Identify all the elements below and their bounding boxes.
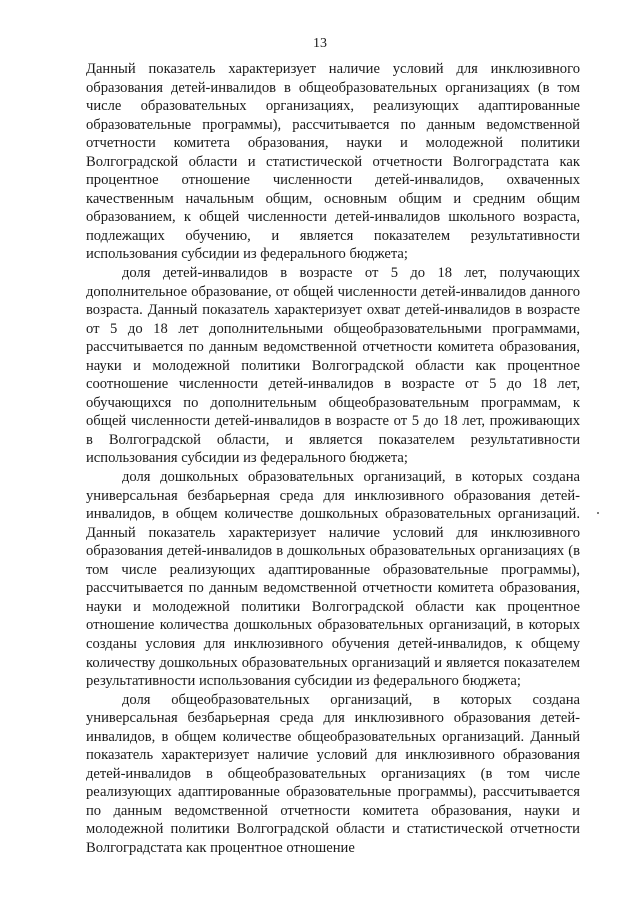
scan-speck (597, 512, 599, 514)
paragraph-general-education-organizations: доля общеобразовательных организаций, в которых создана универсальная безбарьерная среда для инклюзивного образования детей-инвалидов, в общем количестве общеобразовательных организаций. Данный показатель характеризует наличие условий для инклюзивного образования детей-инвалидов в общеобразовательных организациях (в том числе реализующих адаптированные образовательные программы), рассчитывается по данным ведомственной отчетности комитета образования, науки и молодежной политики Волгоградской области и статистической отчетности Волгоградстата как процентное отношение (86, 691, 580, 856)
paragraph-children-additional-education: доля детей-инвалидов в возрасте от 5 до 18 лет, получающих дополнительное образование, от общей численности детей-инвалидов данного возраста. Данный показатель характеризует охват детей-инвалидов в возрасте от 5 до 18 лет дополнительными общеобразовательными программами, рассчитывается по данным ведомственной отчетности комитета образования, науки и молодежной политики Волгоградской области как процентное соотношение численности детей-инвалидов в возрасте от 5 до 18 лет, обучающихся по дополнительным общеобразовательным программам, к общей численности детей-инвалидов в возрасте от 5 до 18 лет, проживающих в Волгоградской области, и является показателем результативности использования субсидии из федерального бюджета; (86, 265, 580, 467)
document-body (86, 60, 580, 858)
paragraph-preschool-organizations: доля дошкольных образовательных организаций, в которых создана универсальная безбарьерная среда для инклюзивного образования детей-инвалидов, в общем количестве дошкольных образовательных организаций. Данный показатель характеризует наличие условий для инклюзивного образования детей-инвалидов в дошкольных образовательных организациях (в том числе реализующих адаптированные образовательные программы), рассчитывается по данным ведомственной отчетности комитета образования, науки и молодежной политики Волгоградской области как процентное отношение количества дошкольных образовательных организаций, в которых созданы условия для инклюзивного обучения детей-инвалидов, к общему количеству дошкольных образовательных организаций и является показателем результативности использования субсидии из федерального бюджета; (86, 469, 580, 690)
page-number: 13 (313, 36, 327, 51)
paragraph-continued: Данный показатель характеризует наличие условий для инклюзивного образования детей-инвалидов в общеобразовательных организациях (в том числе образовательных организациях, реализующих адаптированные образовательные программы), рассчитывается по данным ведомственной отчетности комитета образования, науки и молодежной политики Волгоградской области и статистической отчетности Волгоградстата как процентное отношение численности детей-инвалидов, охваченных качественным начальным общим, основным общим и средним общим образованием, к общей численности детей-инвалидов школьного возраста, подлежащих обучению, и является показателем результативности использования субсидии из федерального бюджета; (86, 61, 580, 263)
